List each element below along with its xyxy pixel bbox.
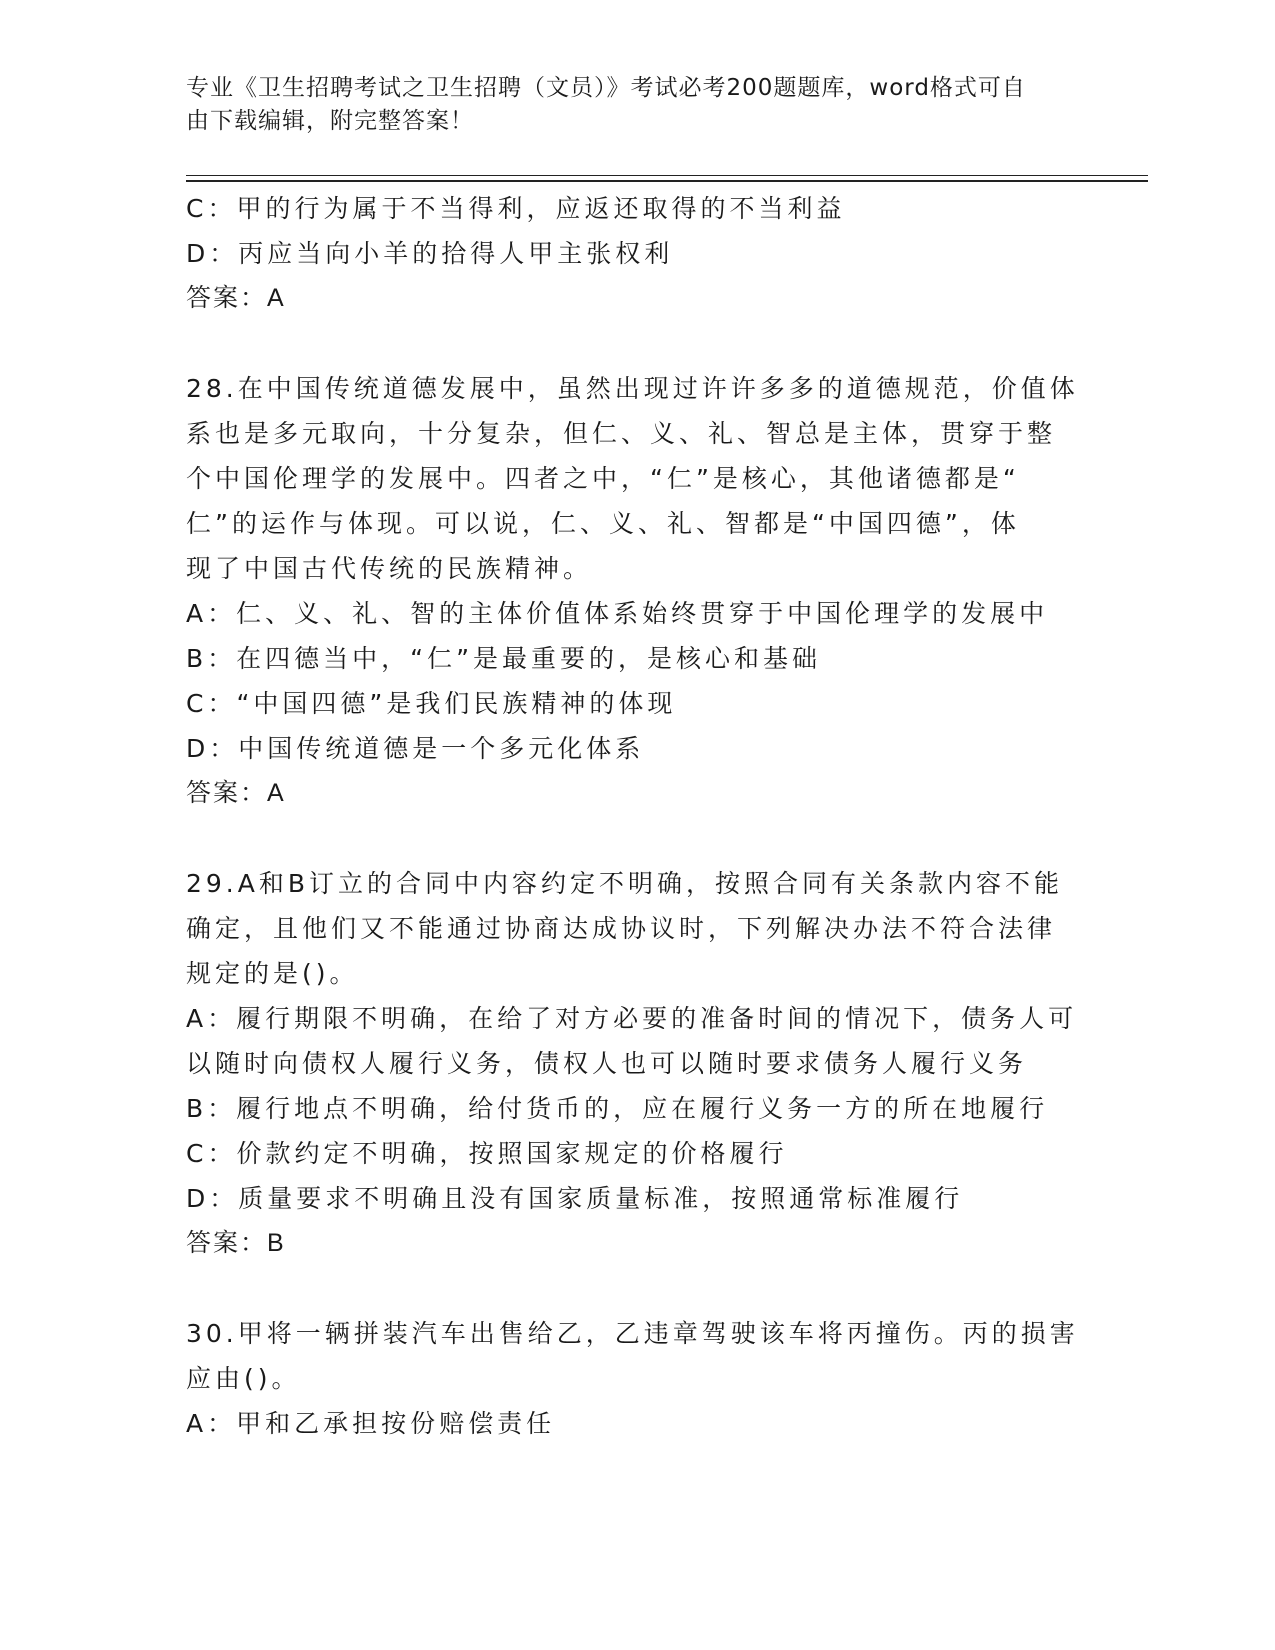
header-line-2: 由下载编辑，附完整答案！ [186,108,474,134]
q28-stem-line: 仁”的运作与体现。可以说，仁、义、礼、智都是“中国四德”，体 [186,509,1020,538]
q29-option-a-line: 以随时向债权人履行义务，债权人也可以随时要求债务人履行义务 [186,1049,1028,1078]
q29-option-a-line: A：履行期限不明确，在给了对方必要的准备时间的情况下，债务人可 [186,1004,1078,1033]
q29-stem-line: 29.A和B订立的合同中内容约定不明确，按照合同有关条款内容不能 [186,869,1064,898]
q29-option-d: D：质量要求不明确且没有国家质量标准，按照通常标准履行 [186,1184,964,1213]
q29-option-b: B：履行地点不明确，给付货币的，应在履行义务一方的所在地履行 [186,1094,1049,1123]
header-divider-thin [186,175,1148,176]
q27-answer: 答案：A [186,284,286,312]
question-30 [186,1311,1086,1446]
q27-option-c: C：甲的行为属于不当得利，应返还取得的不当利益 [186,194,846,223]
q28-stem-line: 系也是多元取向，十分复杂，但仁、义、礼、智总是主体，贯穿于整 [186,419,1057,448]
question-29 [186,861,1086,1266]
q30-stem-line: 30.甲将一辆拼装汽车出售给乙，乙违章驾驶该车将丙撞伤。丙的损害 [186,1319,1079,1348]
q28-stem-line: 28.在中国传统道德发展中，虽然出现过许许多多的道德规范，价值体 [186,374,1079,403]
q29-option-c: C：价款约定不明确，按照国家规定的价格履行 [186,1139,788,1168]
q28-stem-line: 个中国伦理学的发展中。四者之中，“仁”是核心，其他诸德都是“ [186,464,1020,493]
question-28 [186,366,1086,816]
header-line-1: 专业《卫生招聘考试之卫生招聘（文员）》考试必考200题题库，word格式可自 [186,75,1026,101]
document-body [186,186,1086,1446]
q28-option-c: C：“中国四德”是我们民族精神的体现 [186,689,677,718]
q28-answer: 答案：A [186,779,286,807]
q27-option-d: D：丙应当向小羊的拾得人甲主张权利 [186,239,674,268]
q30-stem-line: 应由()。 [186,1364,301,1393]
q28-option-a: A：仁、义、礼、智的主体价值体系始终贯穿于中国伦理学的发展中 [186,599,1049,628]
q28-option-b: B：在四德当中，“仁”是最重要的，是核心和基础 [186,644,822,673]
question-27-tail [186,186,1086,321]
header-divider-thick [186,180,1148,182]
q30-option-a: A：甲和乙承担按份赔偿责任 [186,1409,556,1438]
q29-stem-line: 规定的是()。 [186,959,359,988]
q29-answer: 答案：B [186,1229,286,1257]
q28-option-d: D：中国传统道德是一个多元化体系 [186,734,645,763]
q29-stem-line: 确定，且他们又不能通过协商达成协议时，下列解决办法不符合法律 [186,914,1057,943]
q28-stem-line: 现了中国古代传统的民族精神。 [186,554,593,583]
document-header [186,72,1066,138]
